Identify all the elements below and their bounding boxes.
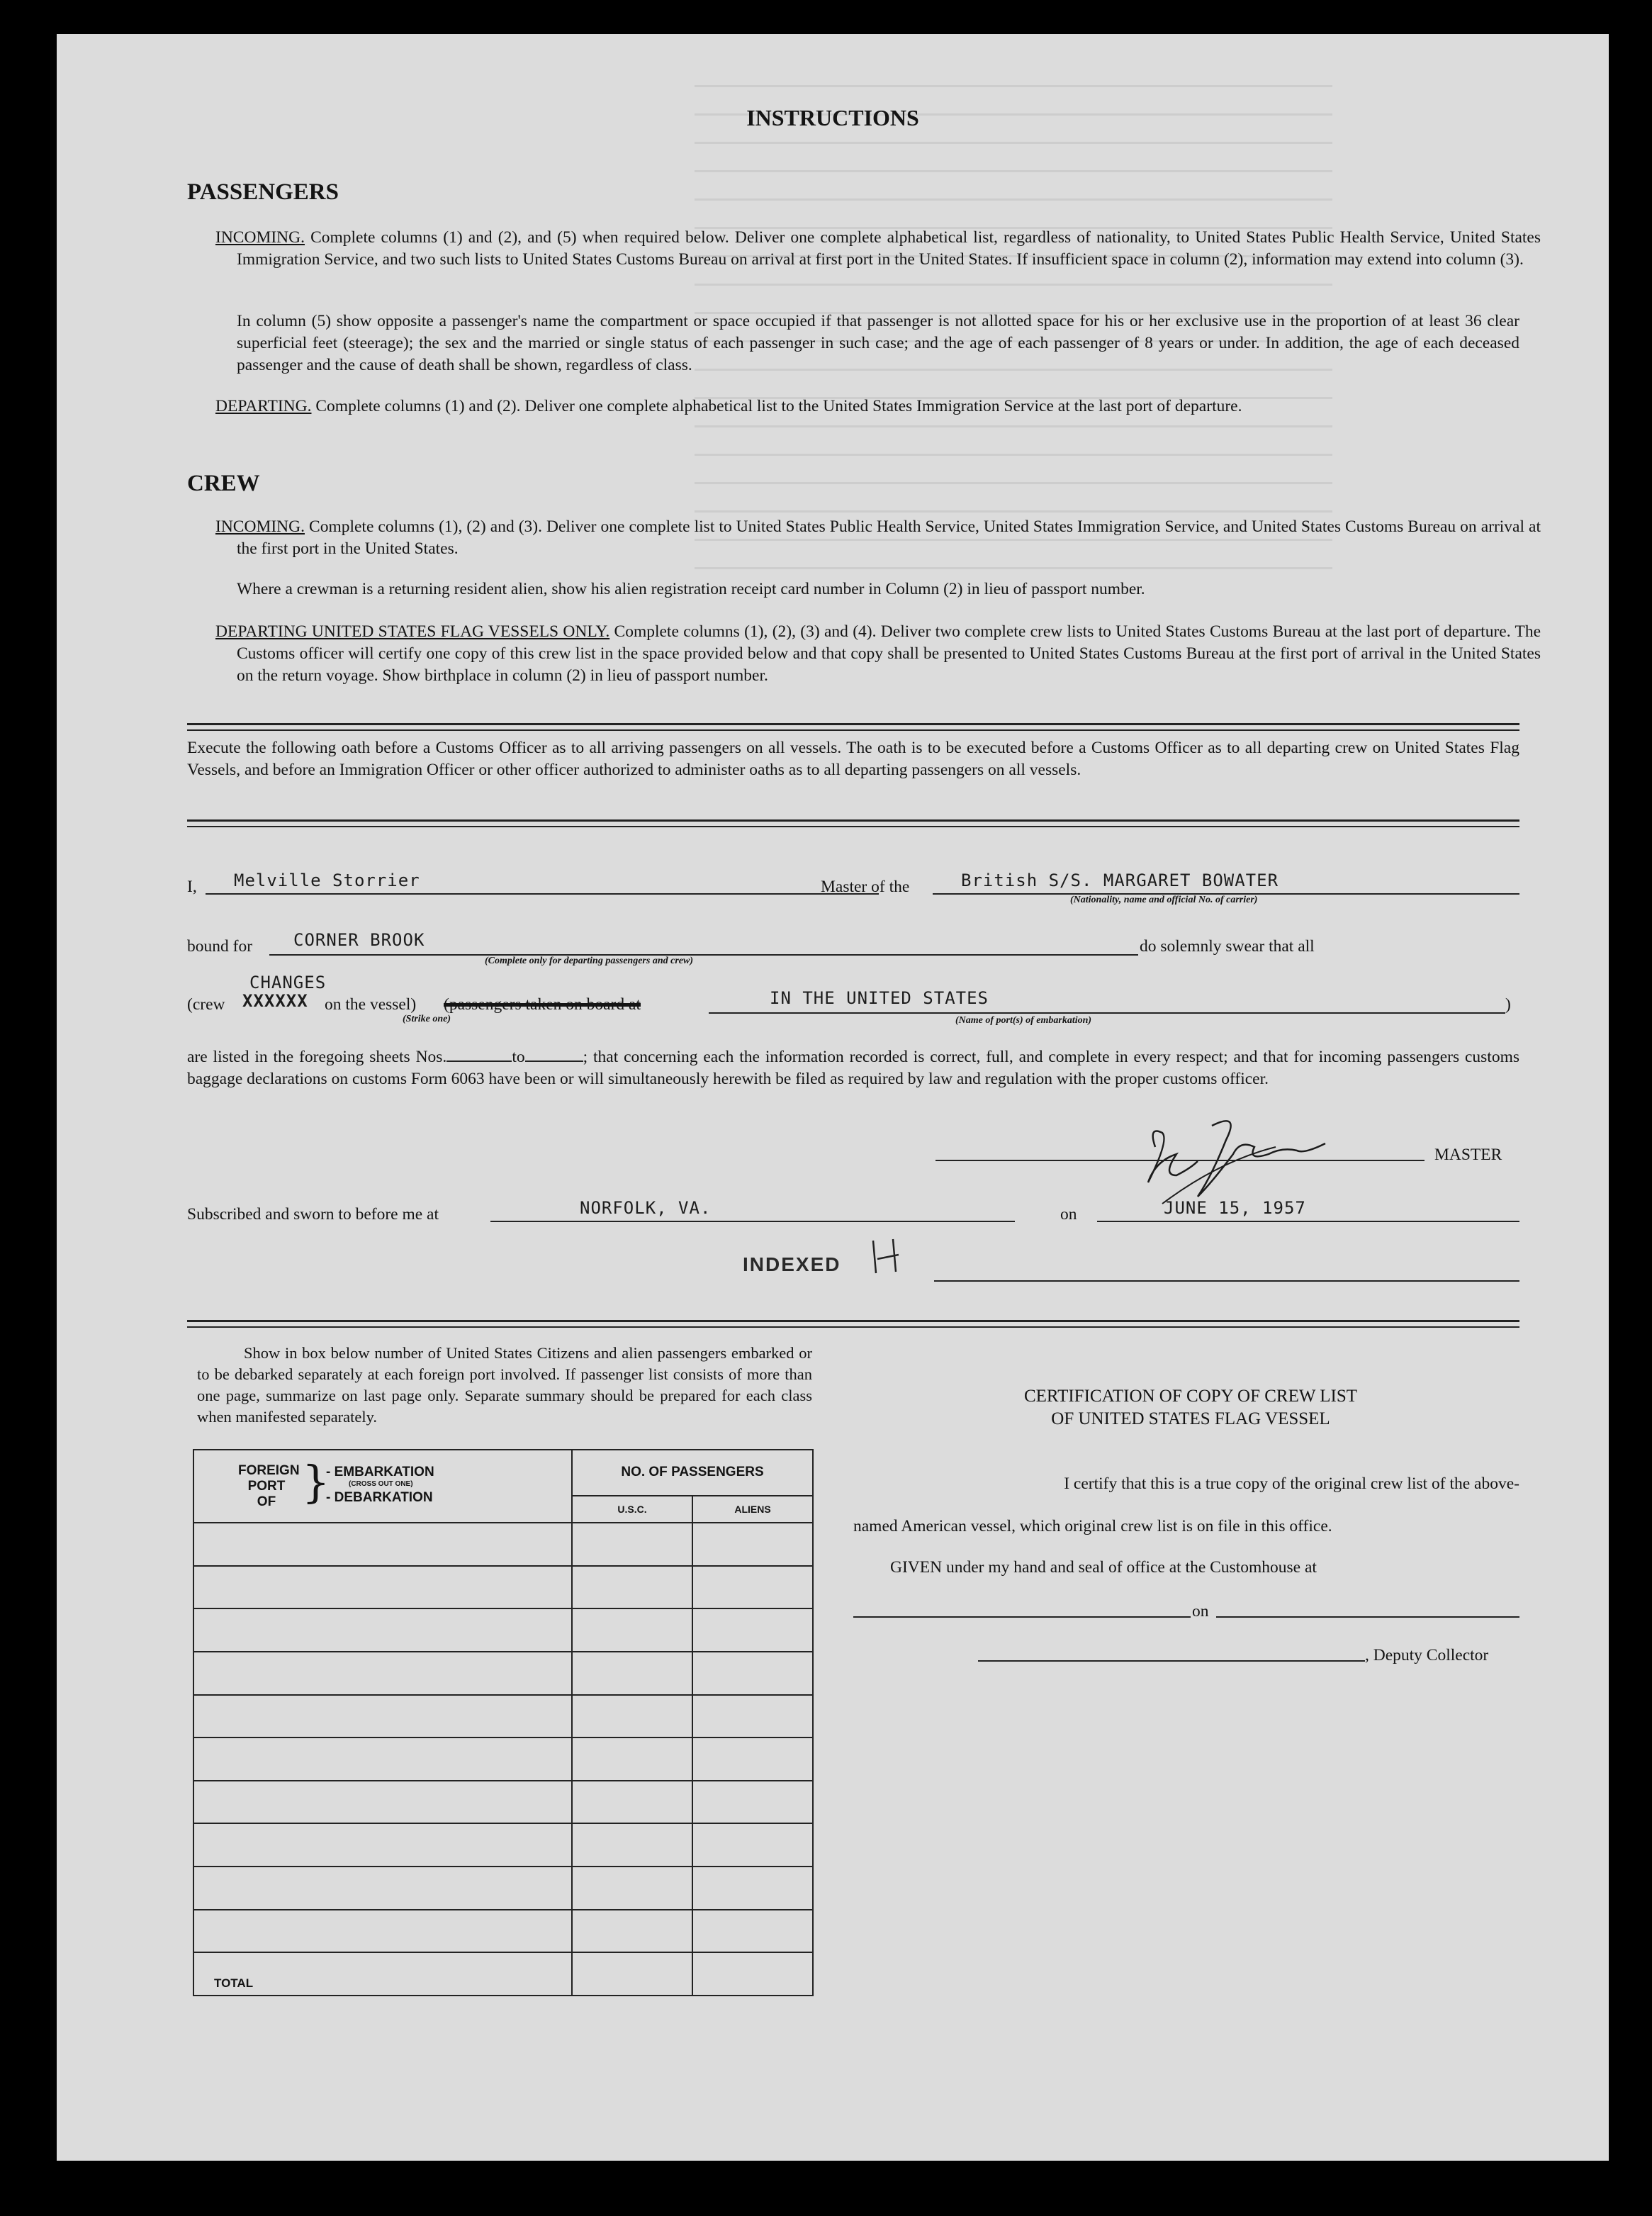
divider xyxy=(187,723,1519,731)
passengers-departing-label: DEPARTING. xyxy=(215,397,312,415)
port-cell[interactable] xyxy=(193,1695,572,1738)
usc-cell[interactable] xyxy=(572,1781,692,1824)
strike-one-caption: (Strike one) xyxy=(403,1014,451,1024)
officer-signature-line xyxy=(934,1280,1519,1282)
aliens-cell[interactable] xyxy=(692,1910,813,1953)
table-row xyxy=(193,1781,813,1824)
certification-title-line1: CERTIFICATION OF COPY OF CREW LIST xyxy=(1023,1387,1358,1406)
sworn-date-line xyxy=(1097,1221,1519,1222)
table-row xyxy=(193,1523,813,1566)
embarkation-port-caption: (Name of port(s) of embarkation) xyxy=(955,1015,1092,1026)
crew-incoming-paragraph xyxy=(215,516,1541,560)
port-cell[interactable] xyxy=(193,1737,572,1781)
vessel-caption: (Nationality, name and official No. of carrier) xyxy=(1070,895,1258,905)
listed-prefix: are listed in the foregoing sheets Nos. xyxy=(187,1048,447,1066)
aliens-cell[interactable] xyxy=(692,1781,813,1824)
aliens-cell[interactable] xyxy=(692,1867,813,1910)
certify-line2: named American vessel, which original crew list is on file in this office. xyxy=(853,1517,1332,1535)
sheet-from-line xyxy=(446,1061,512,1062)
port-cell[interactable] xyxy=(193,1910,572,1953)
master-of-label: Master of the xyxy=(821,878,910,896)
table-row xyxy=(193,1695,813,1738)
port-cell[interactable] xyxy=(193,1781,572,1824)
passengers-incoming-paragraph xyxy=(215,227,1541,271)
deputy-collector-label: , Deputy Collector xyxy=(1365,1646,1489,1664)
crew-incoming-text: Complete columns (1), (2) and (3). Deliver one complete list to United States Public Health Service, United States Immigration Service, and United States Customs Bureau on arrival at the first port in the United States. xyxy=(237,517,1541,558)
form-page xyxy=(57,34,1609,2161)
crew-open-label: (crew xyxy=(187,995,225,1014)
certification-title xyxy=(879,1385,1502,1431)
swear-label: do solemnly swear that all xyxy=(1140,937,1315,956)
usc-cell[interactable] xyxy=(572,1652,692,1695)
crew-departing-label: DEPARTING UNITED STATES FLAG VESSELS ONLY. xyxy=(215,622,610,641)
crew-resident-paragraph: Where a crewman is a returning resident alien, show his alien registration receipt card number in Column (2) in lieu of passport number. xyxy=(237,580,1145,598)
cert-date-line[interactable] xyxy=(1216,1616,1519,1618)
usc-cell[interactable] xyxy=(572,1910,692,1953)
aliens-cell[interactable] xyxy=(692,1566,813,1609)
sworn-date-value: JUNE 15, 1957 xyxy=(1164,1198,1306,1218)
master-signature-line xyxy=(935,1160,1425,1161)
deputy-collector-line[interactable] xyxy=(978,1660,1365,1662)
given-text: GIVEN under my hand and seal of office at the Customhouse at xyxy=(890,1558,1317,1577)
certify-line1: I certify that this is a true copy of the original crew list of the above- xyxy=(1064,1474,1519,1493)
crew-on-vessel-label: on the vessel) xyxy=(325,995,417,1014)
table-row xyxy=(193,1566,813,1609)
crew-departing-text: Complete columns (1), (2), (3) and (4). Deliver two complete crew lists to United States Customs Bureau at the last port of departure. The Customs officer will certify one copy of this crew list in the space provided below and that copy shall be presented to United States Customs Bureau at the first port of arrival in the United States on the return voyage. Show birthplace in column (2) in lieu of passport number. xyxy=(237,622,1541,685)
crew-departing-paragraph xyxy=(215,621,1541,687)
embarkation-port-value: IN THE UNITED STATES xyxy=(770,988,989,1008)
embarkation-label: - EMBARKATION xyxy=(326,1465,434,1479)
passengers-departing-paragraph xyxy=(215,396,1541,418)
passengers-heading: PASSENGERS xyxy=(187,179,339,205)
page-title: INSTRUCTIONS xyxy=(746,105,919,130)
listed-text: ; that concerning each the information recorded is correct, full, and complete in every respect; and that for incoming passengers customs baggage declarations on customs Form 6063 have been or will simultaneously herewith be filed as required by law and regulation with the proper customs officer. xyxy=(187,1048,1519,1088)
usc-cell[interactable] xyxy=(572,1695,692,1738)
crew-struck-word: XXXXXX xyxy=(242,991,308,1011)
total-label: TOTAL xyxy=(214,1976,254,1990)
passengers-departing-text: Complete columns (1) and (2). Deliver one complete alphabetical list to the United States Immigration Service at the last port of departure. xyxy=(315,397,1242,415)
foreign-port-header xyxy=(193,1450,572,1523)
aliens-cell[interactable] xyxy=(692,1737,813,1781)
table-row xyxy=(193,1867,813,1910)
passengers-struck-label: (passengers taken on board at xyxy=(444,995,641,1014)
port-cell[interactable] xyxy=(193,1867,572,1910)
divider xyxy=(187,819,1519,827)
master-name-value: Melville Storrier xyxy=(234,871,420,890)
usc-total-cell[interactable] xyxy=(572,1952,692,1996)
port-cell[interactable] xyxy=(193,1523,572,1566)
port-cell[interactable] xyxy=(193,1566,572,1609)
sheet-to-line xyxy=(525,1061,583,1062)
passengers-column5-paragraph: In column (5) show opposite a passenger's name the compartment or space occupied if that passenger is not allotted space for his or her exclusive use in the proportion of at least 36 clear superficial feet (steerage); the sex and the married or single status of each passenger in such case; and the age of each passenger of 8 years or under. In addition, the age of each deceased passenger and the cause of death shall be shown, regardless of class. xyxy=(237,312,1519,374)
aliens-cell[interactable] xyxy=(692,1652,813,1695)
aliens-total-cell[interactable] xyxy=(692,1952,813,1996)
indexed-stamp: INDEXED xyxy=(743,1253,841,1275)
bound-for-line xyxy=(269,954,1138,956)
no-of-passengers-header: NO. OF PASSENGERS xyxy=(572,1450,813,1496)
total-cell xyxy=(193,1952,572,1996)
usc-cell[interactable] xyxy=(572,1737,692,1781)
usc-cell[interactable] xyxy=(572,1608,692,1652)
aliens-cell[interactable] xyxy=(692,1695,813,1738)
bound-for-label: bound for xyxy=(187,937,253,956)
aliens-cell[interactable] xyxy=(692,1823,813,1867)
to-label: to xyxy=(512,1048,525,1066)
subscribed-label: Subscribed and sworn to before me at xyxy=(187,1205,439,1224)
debarkation-label: - DEBARKATION xyxy=(326,1490,433,1505)
crew-heading: CREW xyxy=(187,471,260,496)
bound-for-value: CORNER BROOK xyxy=(293,930,425,950)
vessel-value: British S/S. MARGARET BOWATER xyxy=(961,871,1279,890)
brace-glyph: } xyxy=(302,1456,330,1508)
table-row xyxy=(193,1910,813,1953)
master-name-line xyxy=(206,893,879,895)
listed-paragraph xyxy=(187,1046,1519,1090)
table-row xyxy=(193,1608,813,1652)
usc-header: U.S.C. xyxy=(572,1496,692,1523)
port-cell[interactable] xyxy=(193,1608,572,1652)
usc-cell[interactable] xyxy=(572,1867,692,1910)
divider xyxy=(187,1320,1519,1328)
sworn-place-value: NORFOLK, VA. xyxy=(580,1198,712,1218)
embarkation-port-line xyxy=(709,1012,1505,1014)
passengers-incoming-label: INCOMING. xyxy=(215,228,305,247)
aliens-cell[interactable] xyxy=(692,1523,813,1566)
certification-title-line2: OF UNITED STATES FLAG VESSEL xyxy=(1051,1409,1330,1428)
bound-for-caption: (Complete only for departing passengers and crew) xyxy=(485,956,693,966)
passengers-incoming-text: Complete columns (1) and (2), and (5) when required below. Deliver one complete alphabetical list, regardless of nationality, to United States Public Health Service, United States Immigration Service, and two such lists to United States Customs Bureau on arrival at first port in the United States. If insufficient space in column (2), information may extend into column (3). xyxy=(237,228,1541,269)
close-paren: ) xyxy=(1505,995,1511,1014)
table-row xyxy=(193,1737,813,1781)
aliens-cell[interactable] xyxy=(692,1608,813,1652)
usc-cell[interactable] xyxy=(572,1566,692,1609)
cross-out-label: (CROSS OUT ONE) xyxy=(349,1480,413,1488)
total-row xyxy=(193,1952,813,1996)
sworn-on-label: on xyxy=(1060,1205,1077,1224)
aliens-header: ALIENS xyxy=(692,1496,813,1523)
sworn-place-line xyxy=(490,1221,1015,1222)
customhouse-line[interactable] xyxy=(853,1616,1191,1618)
summary-instructions: Show in box below number of United States Citizens and alien passengers embarked or to be debarked separately at each foreign port involved. If passenger list consists of more than one page, summarize on last page only. Separate summary should be prepared for each class when manifested separately. xyxy=(197,1344,812,1426)
port-cell[interactable] xyxy=(193,1823,572,1867)
oath-instructions: Execute the following oath before a Customs Officer as to all arriving passengers on all vessels. The oath is to be executed before a Customs Officer as to all departing crew on United States Flag Vessels, and before an Immigration Officer or other officer authorized to administer oaths as to all departing passengers on all vessels. xyxy=(187,739,1519,779)
crew-incoming-label: INCOMING. xyxy=(215,517,305,536)
passenger-summary-table xyxy=(193,1449,814,1996)
usc-cell[interactable] xyxy=(572,1523,692,1566)
foreign-port-label: FOREIGN PORT OF xyxy=(238,1463,300,1509)
table-row xyxy=(193,1823,813,1867)
master-label: MASTER xyxy=(1434,1146,1502,1164)
cert-on-label: on xyxy=(1192,1602,1209,1621)
indexed-check-mark xyxy=(865,1235,907,1277)
table-row xyxy=(193,1652,813,1695)
port-cell[interactable] xyxy=(193,1652,572,1695)
crew-changes-value: CHANGES xyxy=(249,973,327,992)
oath-i-label: I, xyxy=(187,878,197,896)
usc-cell[interactable] xyxy=(572,1823,692,1867)
